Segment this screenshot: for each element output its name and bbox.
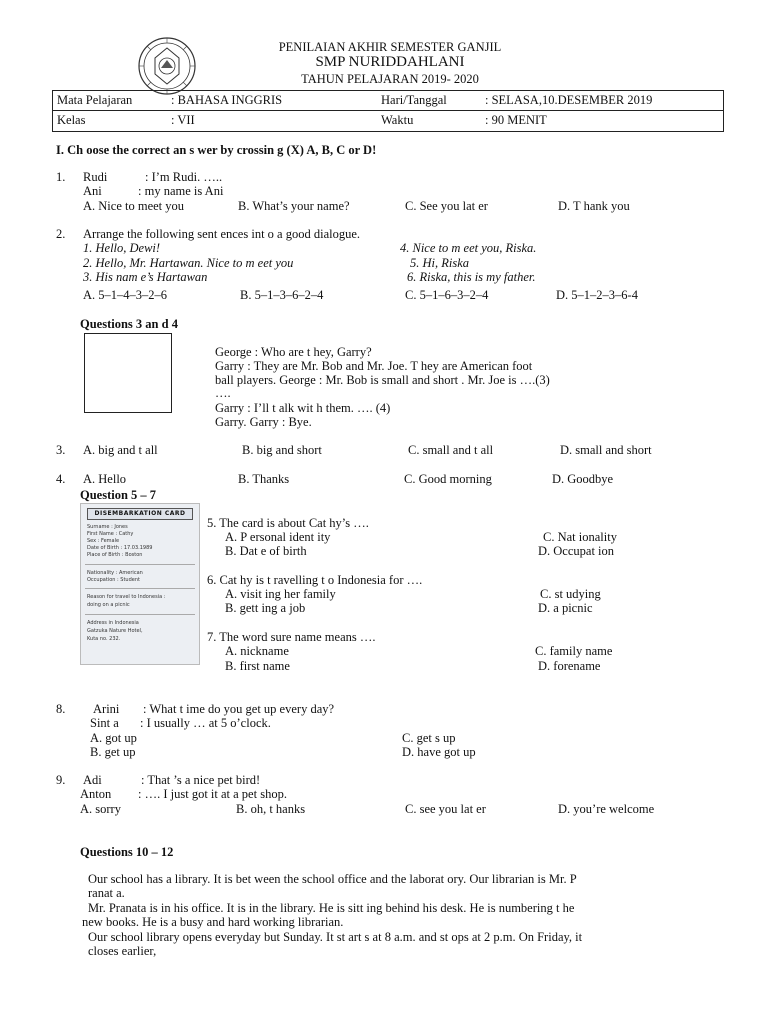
- q9-option-b[interactable]: B. oh, t hanks: [236, 802, 306, 816]
- card-row: Gatzuka Nature Hotel,: [87, 628, 143, 634]
- card-row: Occupation : Student: [87, 577, 140, 583]
- reading-p2-line1: Mr. Pranata is in his office. It is in the library. He is sitt ing behind his desk. He is numbering t he: [88, 901, 575, 915]
- q2-sentence-6: 6. Riska, this is my father.: [407, 270, 536, 284]
- q9-speaker1: Adi: [83, 773, 102, 787]
- q4-option-a[interactable]: A. Hello: [83, 472, 127, 486]
- q9-option-a[interactable]: A. sorry: [80, 802, 121, 816]
- time-value: : 90 MENIT: [485, 113, 547, 127]
- q3-option-d[interactable]: D. small and short: [560, 443, 652, 457]
- q34-dialogue-1: George : Who are t hey, Garry?: [215, 345, 372, 359]
- day-value: : SELASA,10.DESEMBER 2019: [485, 93, 653, 107]
- q1-option-d[interactable]: D. T hank you: [558, 199, 630, 213]
- card-row: First Name : Cathy: [87, 531, 134, 537]
- reading-p2-line2: new books. He is a busy and hard working librarian.: [82, 915, 344, 929]
- q1-speaker1: Rudi: [83, 170, 108, 184]
- subject-value: : BAHASA INGGRIS: [171, 93, 283, 107]
- info-table: [52, 90, 724, 132]
- q34-heading: Questions 3 an d 4: [80, 317, 178, 331]
- q6-stem: 6. Cat hy is t ravelling t o Indonesia for ….: [207, 573, 423, 587]
- q1-number: 1.: [56, 170, 66, 184]
- card-row: Surname : Jones: [87, 524, 128, 530]
- picture-placeholder: [84, 333, 172, 413]
- q8-option-c[interactable]: C. get s up: [402, 731, 456, 745]
- q34-dialogue-5: Garry : I’ll t alk wit h them. …. (4): [215, 401, 391, 415]
- q9-number: 9.: [56, 773, 66, 787]
- q7-option-d[interactable]: D. forename: [538, 659, 601, 673]
- q9-option-d[interactable]: D. you’re welcome: [558, 802, 655, 816]
- q8-line1: : What t ime do you get up every day?: [143, 702, 335, 716]
- q9-speaker2: Anton: [80, 787, 112, 801]
- q1-option-c[interactable]: C. See you lat er: [405, 199, 488, 213]
- reading-p1-line2: ranat a.: [88, 886, 125, 900]
- section-title: I. Ch oose the correct an s wer by crossin g (X) A, B, C or D!: [56, 143, 377, 157]
- q2-option-b[interactable]: B. 5–1–3–6–2–4: [240, 288, 324, 302]
- card-row: Reason for travel to Indonesia :: [87, 594, 166, 600]
- q2-option-a[interactable]: A. 5–1–4–3–2–6: [83, 288, 168, 302]
- school-logo: [137, 36, 197, 96]
- q1-option-b[interactable]: B. What’s your name?: [238, 199, 350, 213]
- q2-sentence-5: 5. Hi, Riska: [410, 256, 470, 270]
- class-label: Kelas: [57, 113, 86, 127]
- q8-speaker2: Sint a: [90, 716, 119, 730]
- q6-option-d[interactable]: D. a picnic: [538, 601, 593, 615]
- q2-sentence-3: 3. His nam e’s Hartawan: [83, 270, 208, 284]
- q2-sentence-1: 1. Hello, Dewi!: [83, 241, 161, 255]
- q34-dialogue-6: Garry. Garry : Bye.: [215, 415, 312, 429]
- card-row: Kuta no. 232.: [87, 636, 121, 642]
- card-row: Place of Birth : Boston: [87, 552, 143, 558]
- q3-option-a[interactable]: A. big and t all: [83, 443, 158, 457]
- q8-option-d[interactable]: D. have got up: [402, 745, 476, 759]
- q6-option-a[interactable]: A. visit ing her family: [225, 587, 336, 601]
- q6-option-c[interactable]: C. st udying: [540, 587, 601, 601]
- q3-option-c[interactable]: C. small and t all: [408, 443, 494, 457]
- q7-option-b[interactable]: B. first name: [225, 659, 290, 673]
- subject-label: Mata Pelajaran: [57, 93, 133, 107]
- q5-option-b[interactable]: B. Dat e of birth: [225, 544, 307, 558]
- card-row: Date of Birth : 17.03.1989: [87, 545, 153, 551]
- q9-line2: : …. I just got it at a pet shop.: [138, 787, 287, 801]
- q1-line2: : my name is Ani: [138, 184, 224, 198]
- q57-heading: Question 5 – 7: [80, 488, 157, 502]
- card-row: Sex : Female: [87, 538, 120, 544]
- q1-speaker2: Ani: [83, 184, 102, 198]
- q7-option-a[interactable]: A. nickname: [225, 644, 289, 658]
- q7-option-c[interactable]: C. family name: [535, 644, 613, 658]
- card-row: doing on a picnic: [87, 602, 130, 608]
- q3-option-b[interactable]: B. big and short: [242, 443, 322, 457]
- school-name: SMP NURIDDAHLANI: [315, 54, 465, 70]
- q9-line1: : That ’s a nice pet bird!: [141, 773, 261, 787]
- q5-option-a[interactable]: A. P ersonal ident ity: [225, 530, 331, 544]
- q4-option-b[interactable]: B. Thanks: [238, 472, 290, 486]
- reading-p1-line1: Our school has a library. It is bet ween the school office and the laborat ory. Our librarian is Mr. P: [88, 872, 577, 886]
- q8-option-a[interactable]: A. got up: [90, 731, 137, 745]
- q3-number: 3.: [56, 443, 66, 457]
- q5-stem: 5. The card is about Cat hy’s ….: [207, 516, 369, 530]
- q1-option-a[interactable]: A. Nice to meet you: [83, 199, 185, 213]
- reading-p3-line2: closes earlier,: [88, 944, 157, 958]
- q6-option-b[interactable]: B. gett ing a job: [225, 601, 306, 615]
- q4-option-c[interactable]: C. Good morning: [404, 472, 492, 486]
- q5-option-c[interactable]: C. Nat ionality: [543, 530, 617, 544]
- card-row: Address in Indonesia: [87, 620, 139, 626]
- q2-option-d[interactable]: D. 5–1–2–3–6-4: [556, 288, 638, 302]
- disembarkation-card: [80, 503, 200, 665]
- q2-sentence-4: 4. Nice to m eet you, Riska.: [400, 241, 537, 255]
- q8-speaker1: Arini: [93, 702, 120, 716]
- q1-line1: : I’m Rudi. …..: [145, 170, 223, 184]
- time-label: Waktu: [381, 113, 414, 127]
- q8-number: 8.: [56, 702, 66, 716]
- q2-option-c[interactable]: C. 5–1–6–3–2–4: [405, 288, 489, 302]
- q8-line2: : I usually … at 5 o’clock.: [140, 716, 271, 730]
- reading-p3-line1: Our school library opens everyday but Sunday. It st art s at 8 a.m. and st ops at 2 p.m. On Friday, it: [88, 930, 583, 944]
- exam-title: PENILAIAN AKHIR SEMESTER GANJIL: [278, 40, 502, 54]
- card-row: Nationality : American: [87, 570, 143, 576]
- q5-option-d[interactable]: D. Occupat ion: [538, 544, 615, 558]
- q1012-heading: Questions 10 – 12: [80, 845, 174, 859]
- q4-number: 4.: [56, 472, 66, 486]
- q4-option-d[interactable]: D. Goodbye: [552, 472, 614, 486]
- q8-option-b[interactable]: B. get up: [90, 745, 136, 759]
- class-value: : VII: [171, 113, 195, 127]
- q2-stem: Arrange the following sent ences int o a good dialogue.: [83, 227, 361, 241]
- card-title: DISEMBARKATION CARD: [87, 508, 193, 520]
- q34-dialogue-3: ball players. George : Mr. Bob is small and short . Mr. Joe is ….(3): [215, 373, 550, 387]
- academic-year: TAHUN PELAJARAN 2019- 2020: [301, 72, 479, 86]
- q2-sentence-2: 2. Hello, Mr. Hartawan. Nice to m eet you: [83, 256, 294, 270]
- day-label: Hari/Tanggal: [381, 93, 447, 107]
- q34-dialogue-4: ….: [215, 386, 231, 400]
- q9-option-c[interactable]: C. see you lat er: [405, 802, 486, 816]
- q7-stem: 7. The word sure name means ….: [207, 630, 376, 644]
- q2-number: 2.: [56, 227, 66, 241]
- q34-dialogue-2: Garry : They are Mr. Bob and Mr. Joe. T hey are American foot: [215, 359, 533, 373]
